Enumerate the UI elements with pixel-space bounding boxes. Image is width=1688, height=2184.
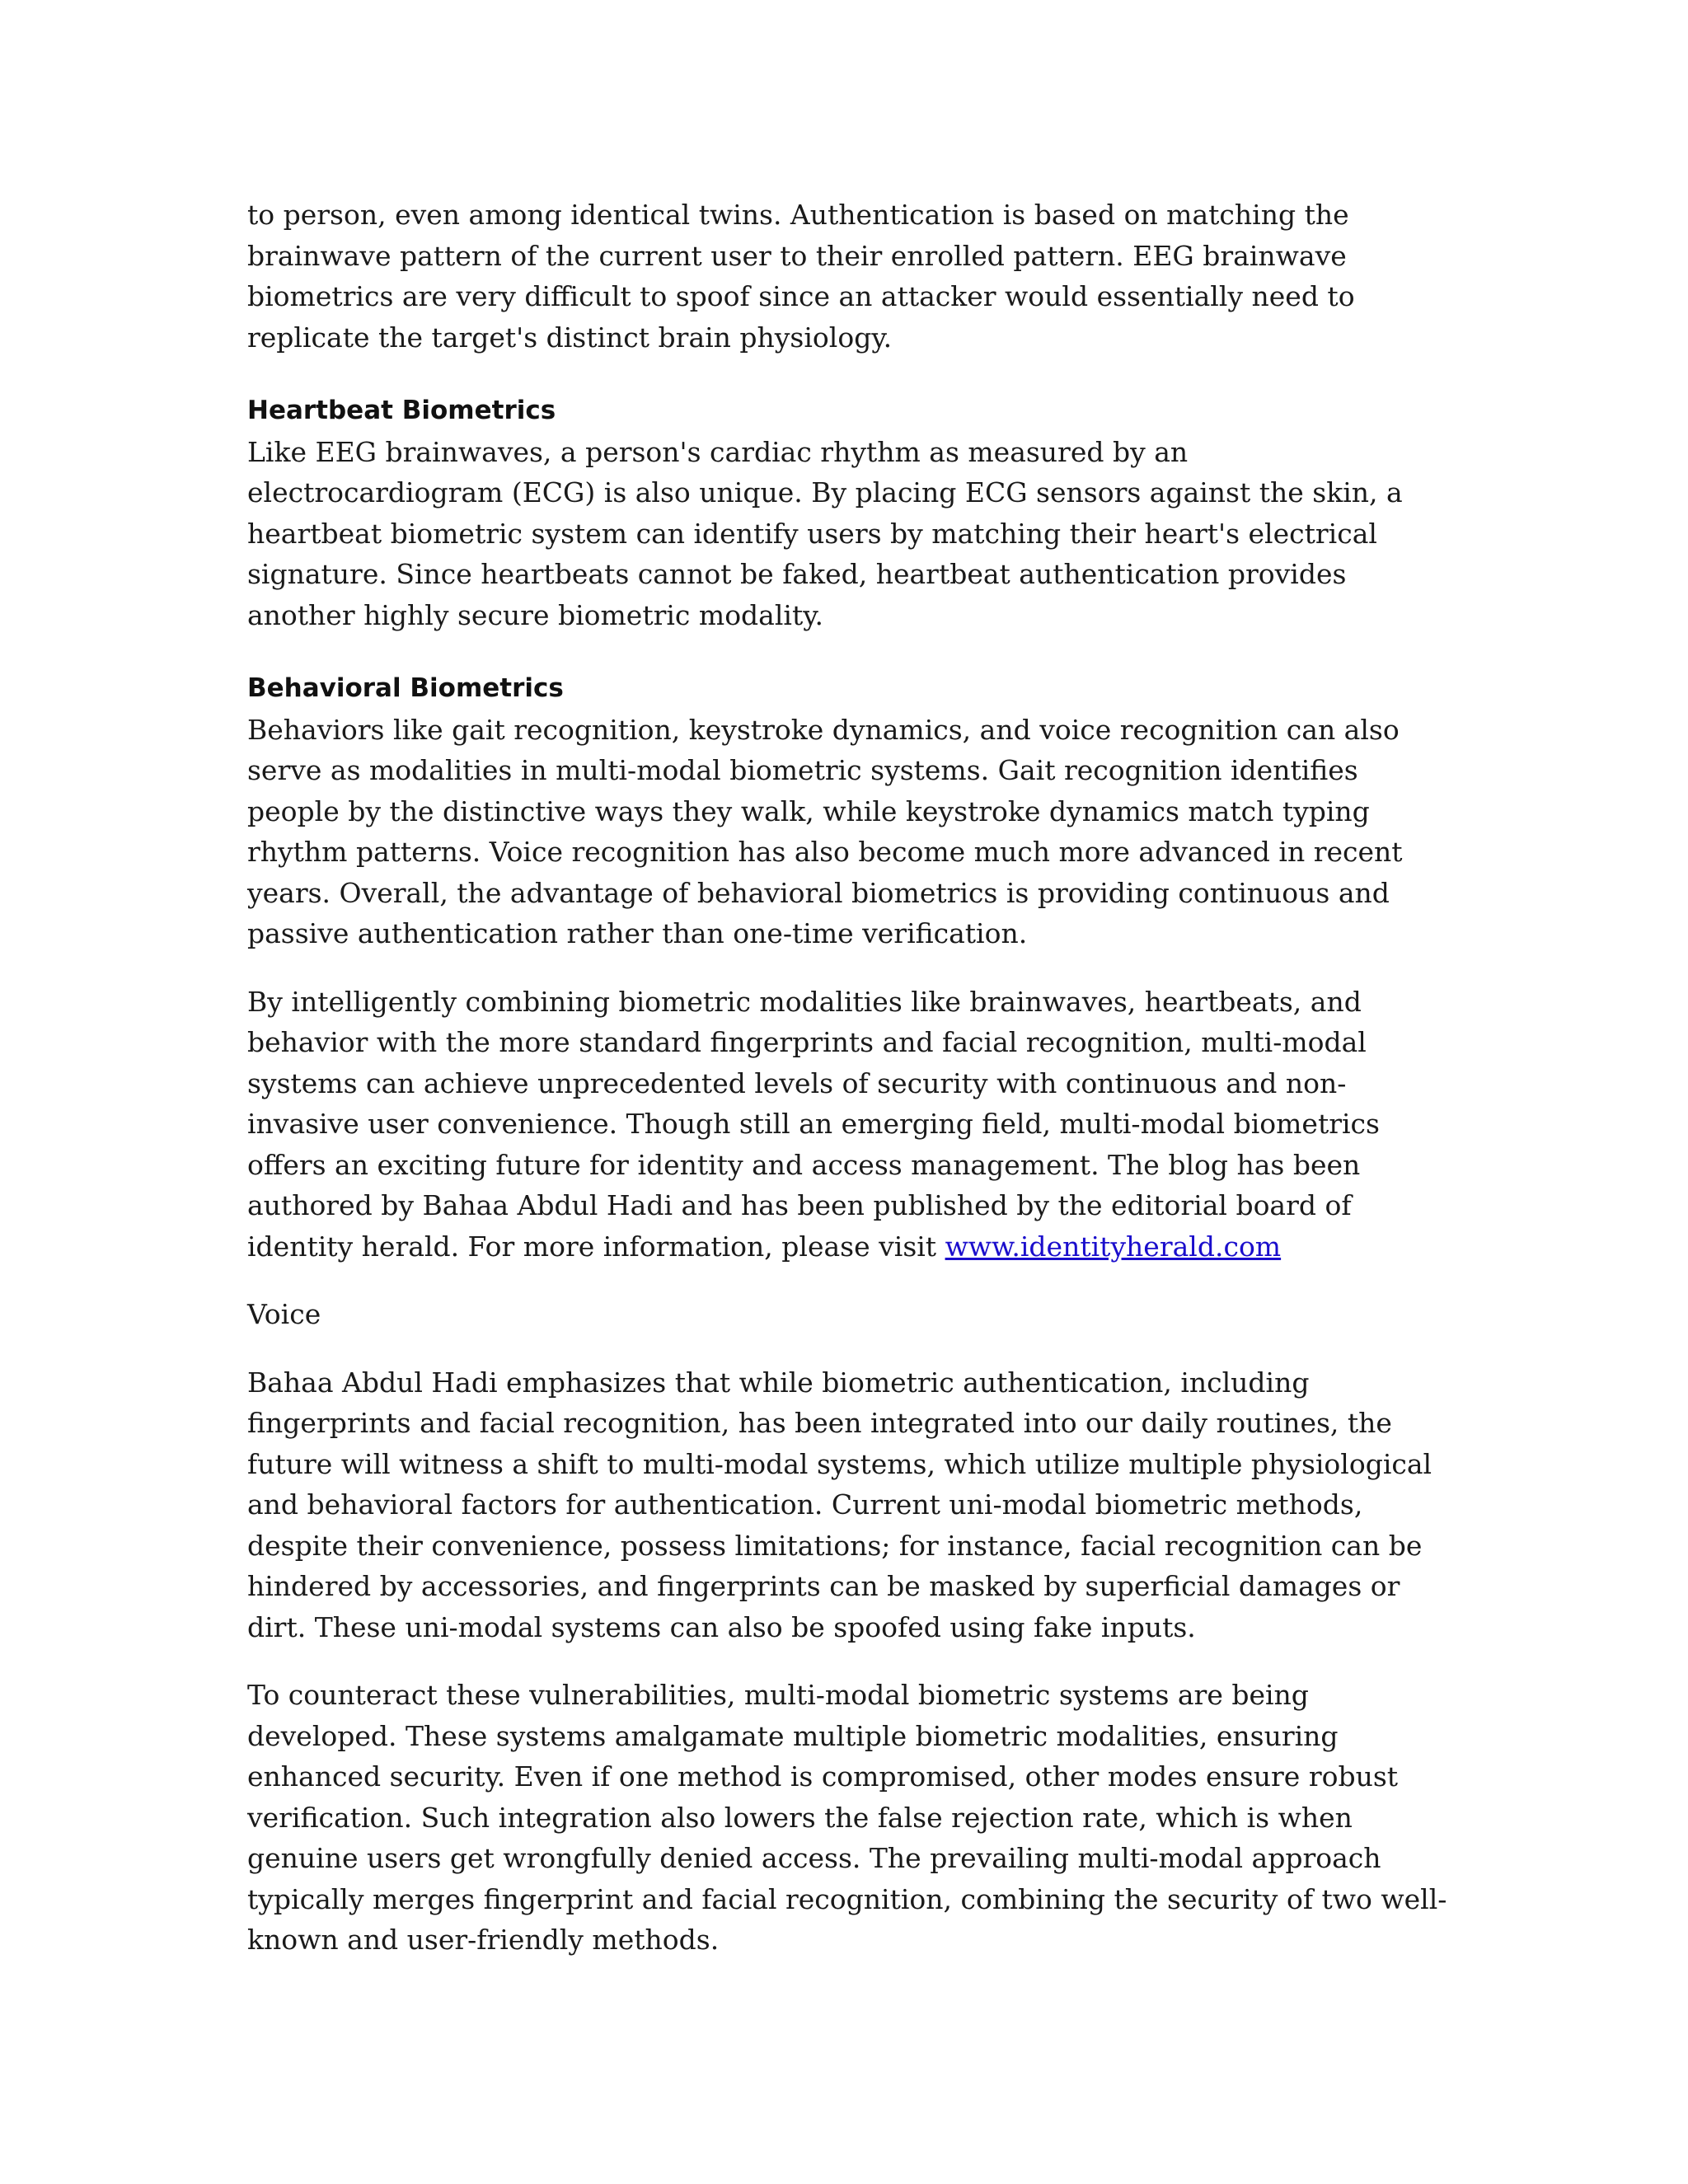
voice-label: Voice [247, 1298, 321, 1330]
behavioral-heading: Behavioral Biometrics [247, 673, 564, 703]
intro-paragraph: to person, even among identical twins. Authentication is based on matching the brainwave pattern of the current user to their enrolled pattern. EEG brainwave biometrics are very difficult to spoof since an attacker would essentially need to replicate the target's distinct brain physiology. [247, 199, 1355, 354]
conclusion-text: By intelligently combining biometric modalities like brainwaves, heartbeats, and behavior with the more standard fingerprints and facial recognition, multi-modal systems can achieve unprecedented levels of security with continuous and non-invasive user convenience. Though still an emerging field, multi-modal biometrics offers an exciting future for identity and access management. The blog has been authored by Bahaa Abdul Hadi and has been published by the editorial board of identity herald. For more information, please visit [247, 985, 1380, 1263]
voice-paragraph-2: To counteract these vulnerabilities, multi-modal biometric systems are being developed. These systems amalgamate multiple biometric modalities, ensuring enhanced security. Even if one method is compromised, other modes ensure robust verification. Such integration also lowers the false rejection rate, which is when genuine users get wrongfully denied access. The prevailing multi-modal approach typically merges fingerprint and facial recognition, combining the security of two well-known and user-friendly methods. [247, 1679, 1447, 1956]
heartbeat-paragraph: Like EEG brainwaves, a person's cardiac rhythm as measured by an electrocardiogram (ECG) is also unique. By placing ECG sensors against the skin, a heartbeat biometric system can identify users by matching their heart's electrical signature. Since heartbeats cannot be faked, heartbeat authentication provides another highly secure biometric modality. [247, 435, 1403, 631]
behavioral-paragraph: Behaviors like gait recognition, keystroke dynamics, and voice recognition can also serve as modalities in multi-modal biometric systems. Gait recognition identifies people by the distinctive ways they walk, while keystroke dynamics match typing rhythm patterns. Voice recognition has also become much more advanced in recent years. Overall, the advantage of behavioral biometrics is providing continuous and passive authentication rather than one-time verification. [247, 713, 1403, 949]
voice-paragraph-1: Bahaa Abdul Hadi emphasizes that while biometric authentication, including fingerprints and facial recognition, has been integrated into our daily routines, the future will witness a shift to multi-modal systems, which utilize multiple physiological and behavioral factors for authentication. Current uni-modal biometric methods, despite their convenience, possess limitations; for instance, facial recognition can be hindered by accessories, and fingerprints can be masked by superficial damages or dirt. These uni-modal systems can also be spoofed using fake inputs. [247, 1366, 1432, 1643]
identityherald-link[interactable]: www.identityherald.com [945, 1230, 1282, 1263]
document-page [247, 194, 1451, 1961]
heartbeat-heading: Heartbeat Biometrics [247, 396, 556, 425]
conclusion-paragraph [247, 982, 1451, 1268]
